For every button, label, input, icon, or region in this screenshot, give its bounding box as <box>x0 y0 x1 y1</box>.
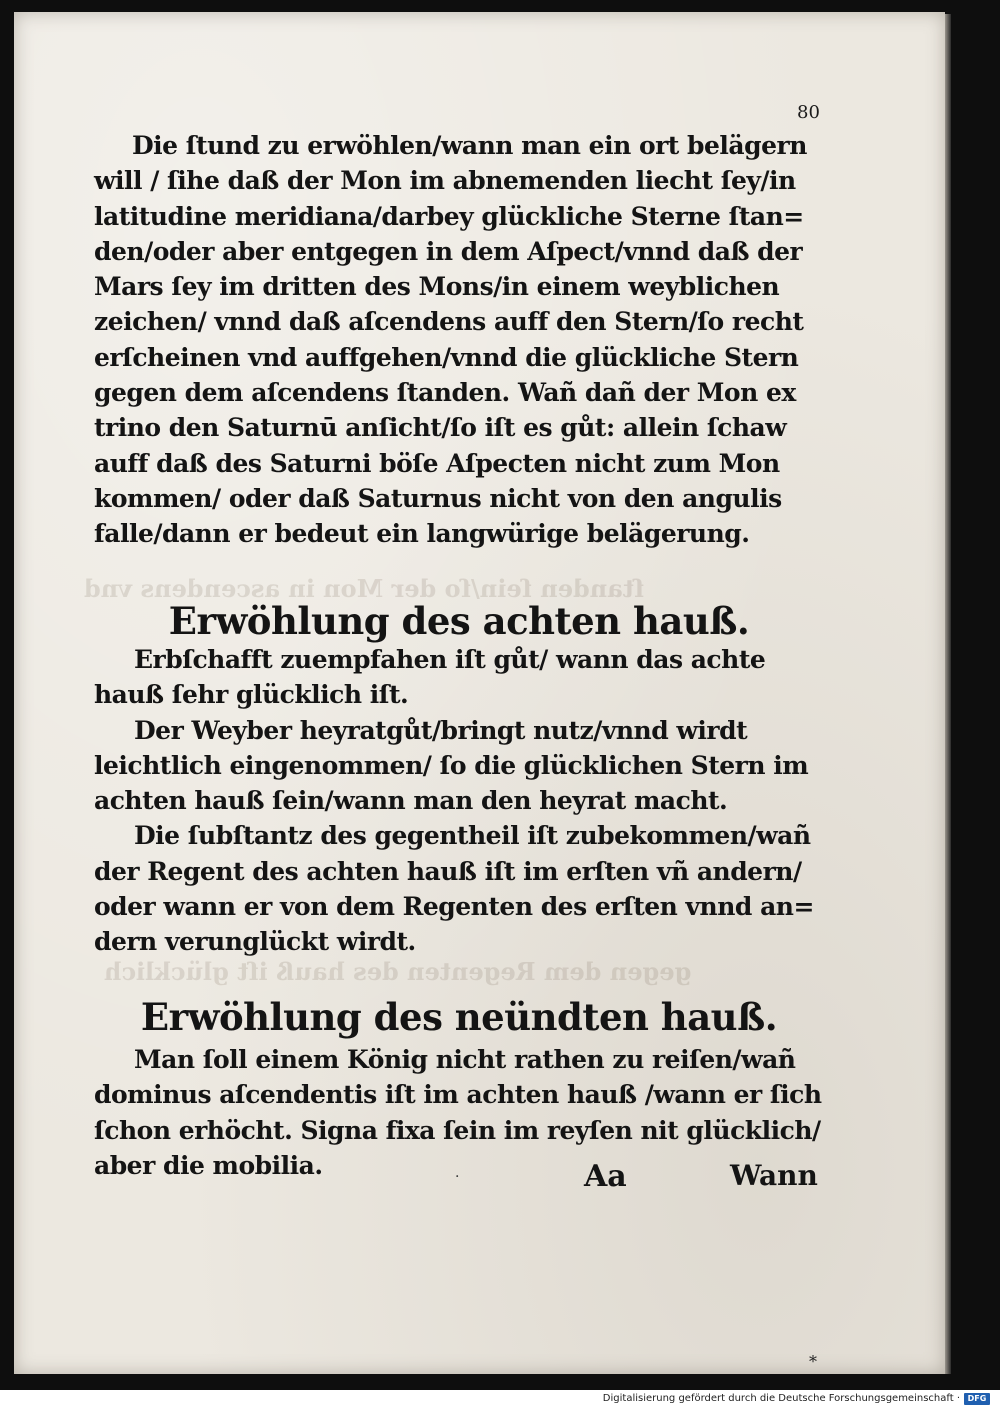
text-line: Mars ſey im dritten des Mons/in einem weyblichen <box>94 272 780 302</box>
bleed-through: gegen dem Regenten des hauß iſt glücklich <box>104 957 692 986</box>
signature-mark: Aa <box>584 1159 627 1194</box>
text-line: leichtlich eingenommen/ ſo die glücklichen Stern im <box>94 750 809 780</box>
bottom-mark: * <box>809 1352 817 1371</box>
book-page <box>14 12 945 1374</box>
dfg-logo: DFG <box>964 1393 990 1405</box>
bleed-through: ſtanden ſein/ſo der Mon in ascendens vnd <box>84 574 645 603</box>
page-number: 80 <box>797 102 820 123</box>
text-line: Der Weyber heyratgůt/bringt nutz/vnnd wirdt <box>134 715 748 745</box>
text-line: dern verunglückt wirdt. <box>94 927 416 957</box>
text-line: Erbſchafft zuempfahen iſt gůt/ wann das achte <box>134 645 766 674</box>
text-line: Man ſoll einem König nicht rathen zu reiſen/wañ <box>134 1045 796 1074</box>
text-line: will / ſihe daß der Mon im abnemenden liecht ſey/in <box>94 166 796 196</box>
paragraph-eighth-house <box>94 642 824 960</box>
text-line: dominus aſcendentis iſt im achten hauß /wann er ſich <box>94 1080 822 1110</box>
catchword: Wann <box>730 1159 818 1192</box>
text-line: erſcheinen vnd auffgehen/vnnd die glückliche Stern <box>94 342 799 372</box>
page-edge <box>945 14 951 1374</box>
text-line: der Regent des achten hauß iſt im erſten vñ andern/ <box>94 856 802 886</box>
text-line: Die ſtund zu erwöhlen/wann man ein ort belägern <box>132 131 807 160</box>
section-heading-eighth-house: Erwöhlung des achten hauß. <box>168 599 750 643</box>
funding-credit: Digitalisierung gefördert durch die Deutsche Forschungsgemeinschaft · <box>602 1393 960 1404</box>
section-heading-ninth-house: Erwöhlung des neündten hauß. <box>140 995 778 1039</box>
text-line: latitudine meridiana/darbey glückliche Sterne ſtan= <box>94 201 804 231</box>
text-line: falle/dann er bedeut ein langwürige belägerung. <box>94 519 750 549</box>
text-line: zeichen/ vnnd daß aſcendens auff den Stern/ſo recht <box>94 307 804 337</box>
text-line: aber die mobilia. <box>94 1150 323 1180</box>
text-line: ſchon erhöcht. Signa fixa ſein im reyſen nit glücklich/ <box>94 1115 821 1145</box>
text-line: den/oder aber entgegen in dem Aſpect/vnnd daß der <box>94 236 803 266</box>
printer-dot: · <box>455 1169 460 1185</box>
text-line: Die ſubſtantz des gegentheil iſt zubekommen/wañ <box>134 821 811 851</box>
paragraph-siege <box>94 128 824 552</box>
paragraph-ninth-house <box>94 1042 824 1183</box>
text-line: oder wann er von dem Regenten des erſten vnnd an= <box>94 892 814 922</box>
text-line: trino den Saturnū anſicht/ſo iſt es gůt: allein ſchaw <box>94 413 787 443</box>
text-line: kommen/ oder daß Saturnus nicht von den angulis <box>94 483 782 513</box>
text-line: hauß ſehr glücklich iſt. <box>94 680 409 710</box>
text-line: auff daß des Saturni böſe Aſpecten nicht zum Mon <box>94 448 780 478</box>
text-line: gegen dem aſcendens ſtanden. Wañ dañ der Mon ex <box>94 378 796 408</box>
text-line: achten hauß ſein/wann man den heyrat macht. <box>94 786 728 816</box>
